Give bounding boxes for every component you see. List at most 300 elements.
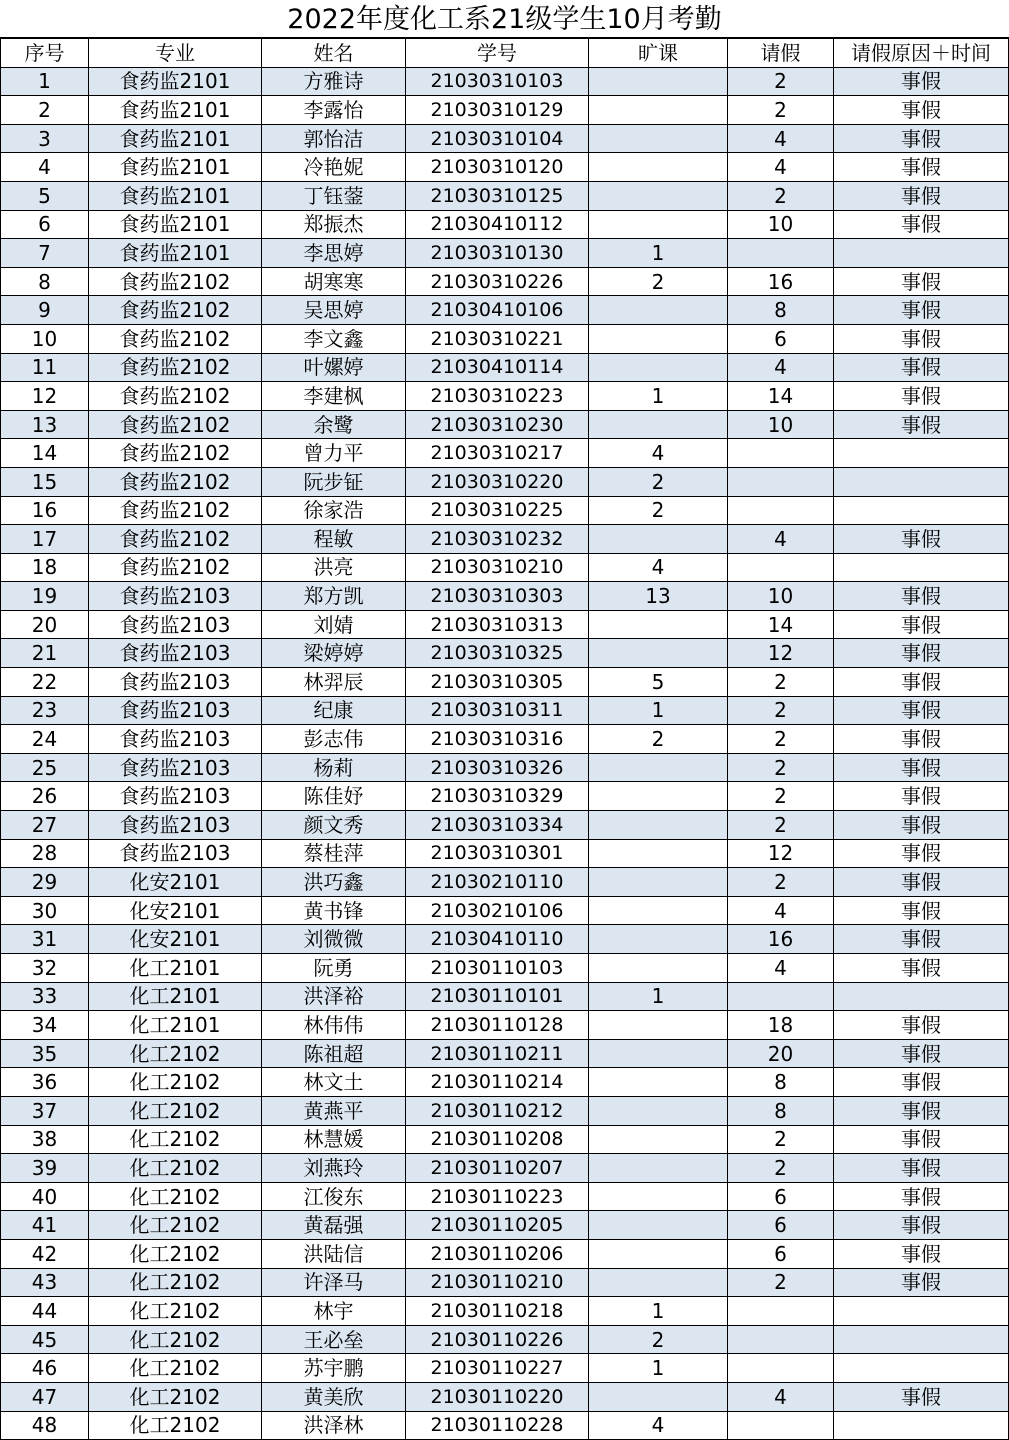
cell-major: 食药监2102 <box>89 496 262 525</box>
cell-leave: 2 <box>728 868 834 897</box>
cell-name: 黄磊强 <box>262 1211 406 1240</box>
cell-serial: 47 <box>1 1382 89 1411</box>
table-row <box>1 1268 1009 1297</box>
cell-leave: 2 <box>728 696 834 725</box>
cell-absent: 4 <box>589 553 728 582</box>
cell-absent <box>589 124 728 153</box>
cell-major: 化工2102 <box>89 1096 262 1125</box>
cell-leave <box>728 239 834 268</box>
cell-serial: 45 <box>1 1325 89 1354</box>
cell-major: 食药监2103 <box>89 639 262 668</box>
cell-name: 洪巧鑫 <box>262 868 406 897</box>
cell-serial: 20 <box>1 610 89 639</box>
table-row <box>1 896 1009 925</box>
cell-major: 食药监2103 <box>89 811 262 840</box>
cell-leave-reason <box>834 496 1009 525</box>
header-serial: 序号 <box>1 39 89 68</box>
cell-serial: 11 <box>1 353 89 382</box>
cell-serial: 29 <box>1 868 89 897</box>
cell-absent <box>589 868 728 897</box>
cell-major: 食药监2101 <box>89 124 262 153</box>
table-row <box>1 410 1009 439</box>
cell-serial: 41 <box>1 1211 89 1240</box>
cell-absent <box>589 1096 728 1125</box>
table-row <box>1 668 1009 697</box>
cell-name: 李露怡 <box>262 96 406 125</box>
cell-student-id: 21030110212 <box>406 1096 589 1125</box>
cell-serial: 43 <box>1 1268 89 1297</box>
cell-absent <box>589 925 728 954</box>
cell-name: 纪康 <box>262 696 406 725</box>
cell-leave <box>728 982 834 1011</box>
cell-serial: 5 <box>1 181 89 210</box>
cell-student-id: 21030310103 <box>406 67 589 96</box>
cell-leave-reason: 事假 <box>834 410 1009 439</box>
cell-student-id: 21030310329 <box>406 782 589 811</box>
cell-name: 林宇 <box>262 1297 406 1326</box>
cell-leave-reason: 事假 <box>834 210 1009 239</box>
cell-serial: 39 <box>1 1154 89 1183</box>
cell-student-id: 21030110228 <box>406 1411 589 1440</box>
header-student-id: 学号 <box>406 39 589 68</box>
cell-student-id: 21030110207 <box>406 1154 589 1183</box>
table-row <box>1 239 1009 268</box>
cell-leave: 2 <box>728 1268 834 1297</box>
cell-name: 刘燕玲 <box>262 1154 406 1183</box>
cell-absent <box>589 153 728 182</box>
cell-student-id: 21030110220 <box>406 1382 589 1411</box>
cell-leave-reason: 事假 <box>834 124 1009 153</box>
cell-leave-reason: 事假 <box>834 67 1009 96</box>
cell-serial: 25 <box>1 753 89 782</box>
cell-serial: 10 <box>1 324 89 353</box>
cell-name: 陈祖超 <box>262 1039 406 1068</box>
cell-absent: 1 <box>589 382 728 411</box>
cell-leave <box>728 1411 834 1440</box>
table-row <box>1 181 1009 210</box>
cell-student-id: 21030110218 <box>406 1297 589 1326</box>
cell-leave-reason: 事假 <box>834 1125 1009 1154</box>
header-absent: 旷课 <box>589 39 728 68</box>
table-row <box>1 439 1009 468</box>
cell-student-id: 21030310125 <box>406 181 589 210</box>
cell-name: 徐家浩 <box>262 496 406 525</box>
cell-leave: 4 <box>728 1382 834 1411</box>
cell-absent <box>589 1125 728 1154</box>
header-name: 姓名 <box>262 39 406 68</box>
cell-name: 冷艳妮 <box>262 153 406 182</box>
cell-name: 江俊东 <box>262 1182 406 1211</box>
table-row <box>1 839 1009 868</box>
cell-serial: 14 <box>1 439 89 468</box>
cell-absent <box>589 753 728 782</box>
cell-serial: 15 <box>1 467 89 496</box>
cell-leave <box>728 1325 834 1354</box>
cell-leave-reason <box>834 1325 1009 1354</box>
cell-absent: 1 <box>589 1354 728 1383</box>
cell-name: 彭志伟 <box>262 725 406 754</box>
cell-leave-reason: 事假 <box>834 1011 1009 1040</box>
cell-student-id: 21030110227 <box>406 1354 589 1383</box>
table-row <box>1 1239 1009 1268</box>
cell-major: 化安2101 <box>89 896 262 925</box>
cell-leave-reason: 事假 <box>834 353 1009 382</box>
cell-name: 郭怡洁 <box>262 124 406 153</box>
cell-serial: 19 <box>1 582 89 611</box>
cell-leave-reason: 事假 <box>834 324 1009 353</box>
cell-absent <box>589 96 728 125</box>
cell-student-id: 21030310305 <box>406 668 589 697</box>
cell-major: 化安2101 <box>89 868 262 897</box>
cell-major: 化工2102 <box>89 1411 262 1440</box>
cell-student-id: 21030110223 <box>406 1182 589 1211</box>
cell-leave-reason: 事假 <box>834 839 1009 868</box>
cell-leave-reason <box>834 1297 1009 1326</box>
cell-serial: 35 <box>1 1039 89 1068</box>
cell-student-id: 21030410112 <box>406 210 589 239</box>
cell-student-id: 21030310210 <box>406 553 589 582</box>
cell-serial: 13 <box>1 410 89 439</box>
cell-leave <box>728 439 834 468</box>
cell-absent: 4 <box>589 439 728 468</box>
cell-name: 陈佳妤 <box>262 782 406 811</box>
cell-absent: 2 <box>589 1325 728 1354</box>
cell-leave-reason: 事假 <box>834 1154 1009 1183</box>
cell-student-id: 21030310303 <box>406 582 589 611</box>
cell-name: 郑方凯 <box>262 582 406 611</box>
cell-major: 食药监2101 <box>89 96 262 125</box>
cell-leave: 2 <box>728 96 834 125</box>
cell-leave: 2 <box>728 811 834 840</box>
cell-absent: 13 <box>589 582 728 611</box>
cell-leave-reason: 事假 <box>834 668 1009 697</box>
cell-major: 化工2102 <box>89 1382 262 1411</box>
cell-leave-reason: 事假 <box>834 925 1009 954</box>
cell-leave: 6 <box>728 1239 834 1268</box>
cell-student-id: 21030110206 <box>406 1239 589 1268</box>
cell-serial: 6 <box>1 210 89 239</box>
cell-major: 化工2102 <box>89 1325 262 1354</box>
cell-serial: 36 <box>1 1068 89 1097</box>
cell-leave-reason: 事假 <box>834 296 1009 325</box>
table-row <box>1 467 1009 496</box>
table-row <box>1 1154 1009 1183</box>
cell-serial: 38 <box>1 1125 89 1154</box>
cell-leave: 8 <box>728 1096 834 1125</box>
cell-absent: 1 <box>589 982 728 1011</box>
cell-leave-reason <box>834 1354 1009 1383</box>
table-row <box>1 954 1009 983</box>
cell-major: 食药监2103 <box>89 582 262 611</box>
table-row <box>1 639 1009 668</box>
cell-leave: 12 <box>728 839 834 868</box>
cell-major: 食药监2103 <box>89 696 262 725</box>
cell-absent <box>589 811 728 840</box>
cell-absent <box>589 896 728 925</box>
cell-absent <box>589 410 728 439</box>
table-row <box>1 782 1009 811</box>
cell-leave: 6 <box>728 1182 834 1211</box>
table-row <box>1 582 1009 611</box>
cell-name: 苏宇鹏 <box>262 1354 406 1383</box>
cell-serial: 46 <box>1 1354 89 1383</box>
cell-leave-reason: 事假 <box>834 725 1009 754</box>
cell-name: 胡寒寒 <box>262 267 406 296</box>
cell-absent <box>589 324 728 353</box>
table-row <box>1 210 1009 239</box>
cell-name: 曾力平 <box>262 439 406 468</box>
cell-absent <box>589 181 728 210</box>
cell-student-id: 21030310129 <box>406 96 589 125</box>
cell-name: 郑振杰 <box>262 210 406 239</box>
cell-student-id: 21030410110 <box>406 925 589 954</box>
cell-leave: 2 <box>728 782 834 811</box>
cell-name: 洪陆信 <box>262 1239 406 1268</box>
cell-leave: 2 <box>728 67 834 96</box>
cell-leave: 2 <box>728 753 834 782</box>
cell-major: 食药监2102 <box>89 553 262 582</box>
cell-absent <box>589 210 728 239</box>
cell-serial: 7 <box>1 239 89 268</box>
cell-student-id: 21030310334 <box>406 811 589 840</box>
cell-leave-reason: 事假 <box>834 639 1009 668</box>
cell-student-id: 21030310217 <box>406 439 589 468</box>
sheet-title: 2022年度化工系21级学生10月考勤 <box>0 0 1009 38</box>
cell-serial: 42 <box>1 1239 89 1268</box>
cell-name: 林伟伟 <box>262 1011 406 1040</box>
cell-leave-reason: 事假 <box>834 1268 1009 1297</box>
cell-leave-reason: 事假 <box>834 811 1009 840</box>
cell-absent: 1 <box>589 239 728 268</box>
cell-serial: 3 <box>1 124 89 153</box>
cell-major: 食药监2103 <box>89 610 262 639</box>
cell-absent: 2 <box>589 496 728 525</box>
table-row <box>1 811 1009 840</box>
table-row <box>1 982 1009 1011</box>
table-row <box>1 1297 1009 1326</box>
header-major: 专业 <box>89 39 262 68</box>
cell-major: 食药监2103 <box>89 753 262 782</box>
cell-name: 杨莉 <box>262 753 406 782</box>
cell-name: 李建枫 <box>262 382 406 411</box>
table-row <box>1 525 1009 554</box>
cell-student-id: 21030310120 <box>406 153 589 182</box>
cell-serial: 2 <box>1 96 89 125</box>
cell-major: 食药监2103 <box>89 668 262 697</box>
cell-serial: 12 <box>1 382 89 411</box>
cell-name: 阮勇 <box>262 954 406 983</box>
cell-name: 黄燕平 <box>262 1096 406 1125</box>
cell-leave: 12 <box>728 639 834 668</box>
cell-absent <box>589 782 728 811</box>
cell-serial: 24 <box>1 725 89 754</box>
cell-leave: 4 <box>728 954 834 983</box>
cell-absent <box>589 610 728 639</box>
cell-leave: 4 <box>728 896 834 925</box>
cell-leave: 16 <box>728 925 834 954</box>
cell-student-id: 21030310223 <box>406 382 589 411</box>
cell-serial: 16 <box>1 496 89 525</box>
cell-leave-reason: 事假 <box>834 96 1009 125</box>
cell-serial: 23 <box>1 696 89 725</box>
cell-absent <box>589 1039 728 1068</box>
cell-leave: 8 <box>728 1068 834 1097</box>
cell-leave: 2 <box>728 725 834 754</box>
cell-student-id: 21030310301 <box>406 839 589 868</box>
cell-absent <box>589 525 728 554</box>
cell-major: 食药监2101 <box>89 153 262 182</box>
cell-serial: 30 <box>1 896 89 925</box>
cell-major: 化工2102 <box>89 1154 262 1183</box>
cell-major: 化工2102 <box>89 1182 262 1211</box>
cell-leave: 2 <box>728 1125 834 1154</box>
cell-absent <box>589 296 728 325</box>
cell-leave-reason <box>834 553 1009 582</box>
cell-major: 化工2102 <box>89 1039 262 1068</box>
cell-leave <box>728 496 834 525</box>
header-leave-reason: 请假原因＋时间 <box>834 39 1009 68</box>
cell-serial: 1 <box>1 67 89 96</box>
cell-student-id: 21030310220 <box>406 467 589 496</box>
cell-major: 食药监2102 <box>89 353 262 382</box>
cell-name: 李文鑫 <box>262 324 406 353</box>
cell-leave-reason: 事假 <box>834 181 1009 210</box>
cell-leave-reason: 事假 <box>834 896 1009 925</box>
cell-leave: 6 <box>728 324 834 353</box>
cell-absent <box>589 1182 728 1211</box>
cell-absent: 1 <box>589 1297 728 1326</box>
table-row <box>1 1068 1009 1097</box>
cell-serial: 48 <box>1 1411 89 1440</box>
cell-name: 黄美欣 <box>262 1382 406 1411</box>
cell-major: 食药监2101 <box>89 239 262 268</box>
cell-leave-reason: 事假 <box>834 696 1009 725</box>
cell-student-id: 21030310232 <box>406 525 589 554</box>
cell-leave-reason: 事假 <box>834 1182 1009 1211</box>
cell-name: 王必垒 <box>262 1325 406 1354</box>
cell-leave <box>728 1297 834 1326</box>
cell-name: 林文土 <box>262 1068 406 1097</box>
header-row <box>1 39 1009 68</box>
cell-leave: 10 <box>728 410 834 439</box>
cell-student-id: 21030310316 <box>406 725 589 754</box>
cell-name: 程敏 <box>262 525 406 554</box>
cell-absent <box>589 639 728 668</box>
cell-serial: 33 <box>1 982 89 1011</box>
cell-leave-reason: 事假 <box>834 1096 1009 1125</box>
cell-leave-reason <box>834 467 1009 496</box>
cell-serial: 27 <box>1 811 89 840</box>
cell-leave: 6 <box>728 1211 834 1240</box>
cell-major: 化工2102 <box>89 1268 262 1297</box>
table-row <box>1 1382 1009 1411</box>
cell-leave: 4 <box>728 124 834 153</box>
cell-absent <box>589 1068 728 1097</box>
cell-absent <box>589 353 728 382</box>
cell-name: 梁婷婷 <box>262 639 406 668</box>
cell-name: 阮步钲 <box>262 467 406 496</box>
cell-name: 刘婧 <box>262 610 406 639</box>
table-row <box>1 382 1009 411</box>
cell-name: 余鹭 <box>262 410 406 439</box>
cell-major: 化工2101 <box>89 982 262 1011</box>
cell-leave-reason: 事假 <box>834 1039 1009 1068</box>
table-row <box>1 1011 1009 1040</box>
cell-name: 方雅诗 <box>262 67 406 96</box>
cell-absent <box>589 1154 728 1183</box>
cell-leave: 2 <box>728 668 834 697</box>
cell-leave-reason: 事假 <box>834 610 1009 639</box>
cell-student-id: 21030110214 <box>406 1068 589 1097</box>
table-row <box>1 1039 1009 1068</box>
cell-student-id: 21030310325 <box>406 639 589 668</box>
cell-name: 洪亮 <box>262 553 406 582</box>
cell-leave-reason <box>834 982 1009 1011</box>
cell-absent <box>589 1239 728 1268</box>
table-row <box>1 868 1009 897</box>
cell-major: 化安2101 <box>89 925 262 954</box>
cell-serial: 32 <box>1 954 89 983</box>
cell-student-id: 21030110103 <box>406 954 589 983</box>
cell-major: 食药监2102 <box>89 410 262 439</box>
cell-serial: 28 <box>1 839 89 868</box>
cell-absent: 2 <box>589 725 728 754</box>
cell-student-id: 21030110226 <box>406 1325 589 1354</box>
cell-name: 叶嫘婷 <box>262 353 406 382</box>
cell-major: 食药监2102 <box>89 267 262 296</box>
cell-absent <box>589 1211 728 1240</box>
cell-absent <box>589 954 728 983</box>
cell-serial: 21 <box>1 639 89 668</box>
cell-student-id: 21030110210 <box>406 1268 589 1297</box>
table-row <box>1 1182 1009 1211</box>
table-row <box>1 1125 1009 1154</box>
cell-serial: 4 <box>1 153 89 182</box>
cell-leave-reason: 事假 <box>834 1211 1009 1240</box>
table-row <box>1 1096 1009 1125</box>
cell-leave: 4 <box>728 153 834 182</box>
cell-leave-reason: 事假 <box>834 153 1009 182</box>
cell-major: 化工2102 <box>89 1068 262 1097</box>
cell-major: 食药监2103 <box>89 782 262 811</box>
cell-leave <box>728 467 834 496</box>
cell-student-id: 21030310221 <box>406 324 589 353</box>
cell-leave: 4 <box>728 353 834 382</box>
cell-leave-reason: 事假 <box>834 954 1009 983</box>
cell-serial: 26 <box>1 782 89 811</box>
cell-student-id: 21030110211 <box>406 1039 589 1068</box>
table-row <box>1 925 1009 954</box>
cell-major: 食药监2102 <box>89 382 262 411</box>
cell-leave-reason: 事假 <box>834 525 1009 554</box>
cell-major: 食药监2102 <box>89 296 262 325</box>
cell-leave <box>728 553 834 582</box>
cell-leave-reason: 事假 <box>834 582 1009 611</box>
table-row <box>1 296 1009 325</box>
cell-name: 颜文秀 <box>262 811 406 840</box>
cell-student-id: 21030310130 <box>406 239 589 268</box>
cell-student-id: 21030310225 <box>406 496 589 525</box>
table-row <box>1 96 1009 125</box>
cell-serial: 17 <box>1 525 89 554</box>
table-row <box>1 696 1009 725</box>
cell-leave-reason <box>834 239 1009 268</box>
table-row <box>1 353 1009 382</box>
cell-student-id: 21030410114 <box>406 353 589 382</box>
cell-leave: 2 <box>728 1154 834 1183</box>
cell-major: 化工2101 <box>89 1011 262 1040</box>
cell-leave-reason: 事假 <box>834 868 1009 897</box>
